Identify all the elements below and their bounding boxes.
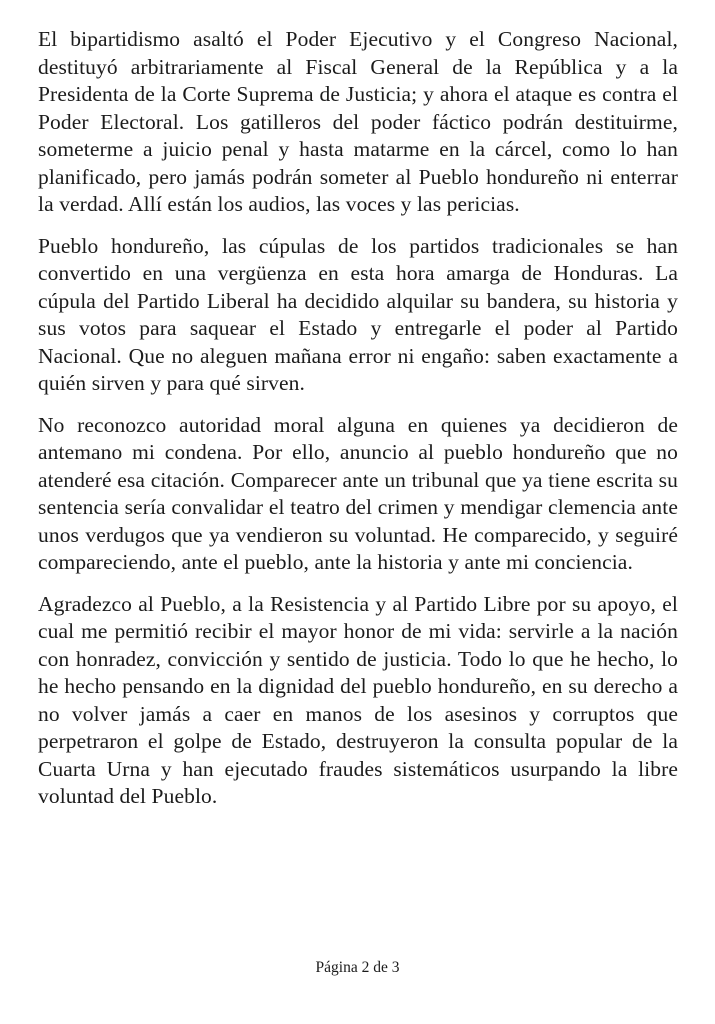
paragraph-4: Agradezco al Pueblo, a la Resistencia y al Partido Libre por su apoyo, el cual me permitió recibir el mayor honor de mi vida: servirle a la nación con honradez, convicción y sentido de justicia. Todo lo que he hecho, lo he hecho pensando en la dignidad del pueblo hondureño, en su derecho a no volver jamás a caer en manos de los asesinos y corruptos que perpetraron el golpe de Estado, destruyeron la consulta popular de la Cuarta Urna y han ejecutado fraudes sistemáticos usurpando la libre voluntad del Pueblo. — [38, 591, 678, 808]
paragraph-3: No reconozco autoridad moral alguna en quienes ya decidieron de antemano mi condena. Por ello, anuncio al pueblo hondureño que no atenderé esa citación. Comparecer ante un tribunal que ya tiene escrita su sentencia sería convalidar el teatro del crimen y mendigar clemencia ante unos verdugos que ya vendieron su voluntad. He comparecido, y seguiré compareciendo, ante el pueblo, ante la historia y ante mi conciencia. — [38, 412, 678, 574]
paragraph-1: El bipartidismo asaltó el Poder Ejecutivo y el Congreso Nacional, destituyó arbitrariamente al Fiscal General de la República y a la Presidenta de la Corte Suprema de Justicia; y ahora el ataque es contra el Poder Electoral. Los gatilleros del poder fáctico podrán destituirme, someterme a juicio penal y hasta matarme en la cárcel, como lo han planificado, pero jamás podrán someter al Pueblo hondureño ni enterrar la verdad. Allí están los audios, las voces y las pericias. — [38, 27, 678, 216]
paragraph-2: Pueblo hondureño, las cúpulas de los partidos tradicionales se han convertido en una vergüenza en esta hora amarga de Honduras. La cúpula del Partido Liberal ha decidido alquilar su bandera, su historia y sus votos para saquear el Estado y entregarle el poder al Partido Nacional. Que no aleguen mañana error ni engaño: saben exactamente a quién sirven y para qué sirven. — [38, 233, 678, 395]
page-number-footer: Página 2 de 3 — [315, 959, 400, 976]
document-body — [38, 26, 678, 825]
